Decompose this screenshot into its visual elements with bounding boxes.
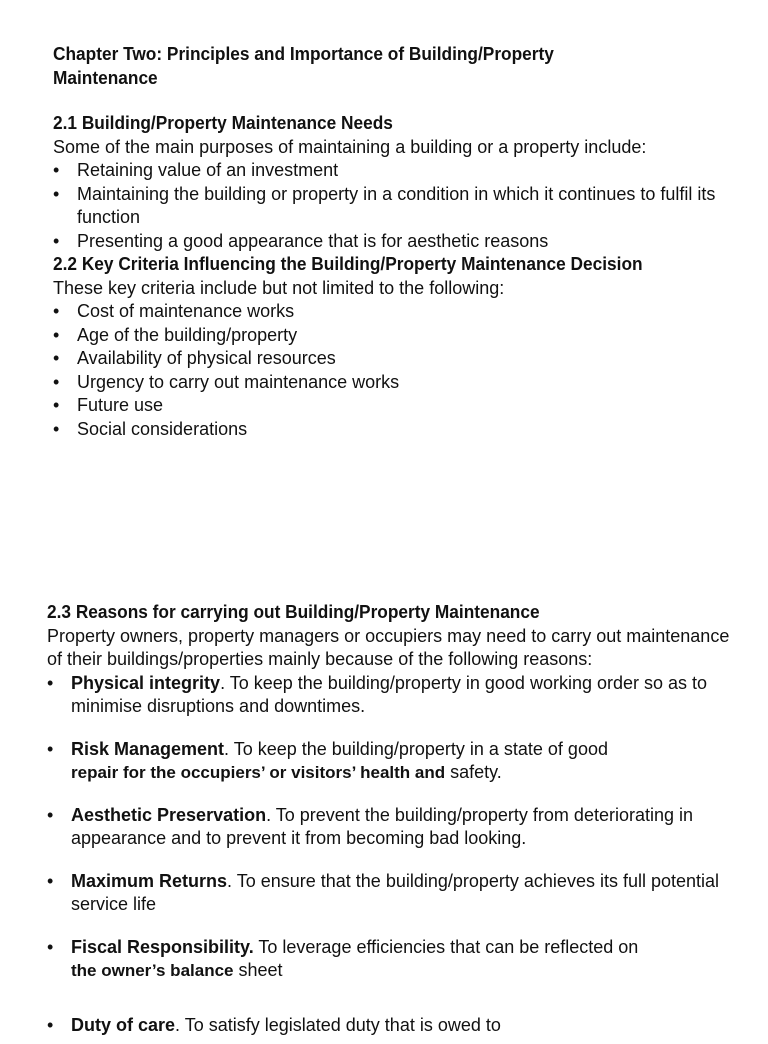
section-2-3-heading: 2.3 Reasons for carrying out Building/Property Maintenance xyxy=(47,602,540,622)
section-2-2-heading: 2.2 Key Criteria Influencing the Building/Property Maintenance Decision xyxy=(53,254,643,274)
bullet-icon: • xyxy=(53,183,60,204)
bullet-icon: • xyxy=(47,936,54,957)
section-2-1-heading: 2.1 Building/Property Maintenance Needs xyxy=(53,113,393,133)
list-item xyxy=(47,870,737,917)
upper-section xyxy=(53,43,733,441)
reason-text-bold: the owner’s balance xyxy=(71,961,234,980)
reason-term: Aesthetic Preservation xyxy=(71,804,267,825)
reason-term: Duty of care xyxy=(71,1015,176,1035)
bullet-icon: • xyxy=(53,395,60,415)
section-2-3-list xyxy=(47,672,737,983)
reason-text: . To keep the building/property in good working order so as to minimise disruptions and downtimes. xyxy=(71,672,708,716)
list-item: • Retaining value of an investment xyxy=(53,159,733,183)
list-item: • Social considerations xyxy=(53,418,733,442)
reason-text: . To satisfy legislated duty that is owed to xyxy=(175,1015,501,1035)
reason-term: Physical integrity xyxy=(71,672,221,693)
bullet-icon: • xyxy=(53,230,60,251)
list-item xyxy=(47,804,737,851)
bullet-icon: • xyxy=(53,301,60,321)
list-item: • Cost of maintenance works xyxy=(53,300,733,324)
bullet-icon: • xyxy=(53,418,60,439)
list-item xyxy=(47,738,737,785)
list-item: • Maintaining the building or property in a condition in which it continues to fulfil its function xyxy=(53,183,716,227)
section-2-2-intro: These key criteria include but not limited to the following: xyxy=(53,277,505,298)
bullet-icon: • xyxy=(47,672,54,693)
list-item: • Future use xyxy=(53,394,733,418)
list-item: • Age of the building/property xyxy=(53,324,733,348)
bullet-icon: • xyxy=(53,371,60,392)
section-2-1-list xyxy=(53,159,733,253)
reason-text: . To prevent the building/property from deteriorating in appearance and to prevent it from becoming bad looking. xyxy=(71,804,694,848)
bullet-icon: • xyxy=(47,804,54,825)
bullet-icon: • xyxy=(53,348,60,368)
bullet-icon: • xyxy=(53,324,60,345)
list-item xyxy=(47,936,737,983)
list-item: • Availability of physical resources xyxy=(53,347,733,371)
bullet-icon: • xyxy=(47,738,54,759)
list-item: • Urgency to carry out maintenance works xyxy=(53,371,733,395)
list-item: • Presenting a good appearance that is for aesthetic reasons xyxy=(53,230,733,254)
reason-text: . To ensure that the building/property achieves its full potential service life xyxy=(71,870,720,914)
cut-off-list-item xyxy=(47,1014,737,1044)
list-item xyxy=(47,672,737,719)
reason-term: Fiscal Responsibility. xyxy=(71,936,254,957)
reason-text-tail: safety. xyxy=(445,762,502,782)
reason-text-bold: repair for the occupiers’ or visitors’ health and xyxy=(71,763,446,782)
section-2-1-intro: Some of the main purposes of maintaining a building or a property include: xyxy=(53,136,647,157)
section-2-3-intro: Property owners, property managers or occupiers may need to carry out maintenance of their buildings/properties mainly because of the following reasons: xyxy=(47,625,730,669)
reason-text-tail: sheet xyxy=(233,960,283,980)
bullet-icon: • xyxy=(53,160,60,180)
chapter-title: Chapter Two: Principles and Importance of Building/Property Maintenance xyxy=(53,44,554,88)
reason-text: To leverage efficiencies that can be reflected on xyxy=(253,936,639,957)
section-2-2-list xyxy=(53,300,733,441)
bullet-icon: • xyxy=(47,1015,54,1035)
lower-section xyxy=(47,601,737,1002)
reason-term: Maximum Returns xyxy=(71,870,228,891)
reason-term: Risk Management xyxy=(71,738,225,759)
reason-text: . To keep the building/property in a state of good xyxy=(224,738,608,759)
bullet-icon: • xyxy=(47,870,54,891)
